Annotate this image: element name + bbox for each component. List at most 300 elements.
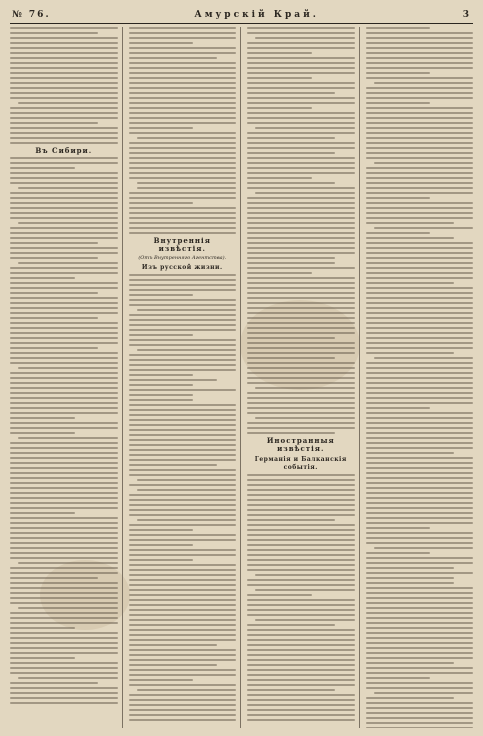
text-line: [10, 642, 118, 644]
text-line: [247, 704, 355, 706]
text-line: [129, 359, 237, 361]
article-text: [10, 27, 118, 144]
text-line: [374, 227, 474, 229]
text-line: [247, 42, 355, 44]
text-line: [10, 67, 118, 69]
text-line: [10, 202, 118, 204]
text-line: [10, 657, 75, 659]
text-line: [366, 272, 474, 274]
text-line: [129, 654, 237, 656]
text-line: [366, 487, 474, 489]
text-line: [10, 402, 118, 404]
text-line: [10, 532, 118, 534]
text-line: [247, 147, 355, 149]
text-line: [255, 574, 355, 576]
text-line: [129, 222, 237, 224]
text-line: [366, 97, 474, 99]
text-line: [10, 472, 118, 474]
text-line: [129, 284, 237, 286]
column-2: [129, 27, 242, 728]
newspaper-title: Амурскій Край.: [194, 10, 319, 20]
text-line: [247, 317, 355, 319]
text-line: [10, 137, 118, 139]
text-line: [247, 594, 312, 596]
text-line: [247, 514, 355, 516]
text-line: [247, 494, 355, 496]
text-line: [129, 344, 237, 346]
text-line: [10, 62, 118, 64]
text-line: [137, 187, 237, 189]
text-line: [247, 202, 355, 204]
text-line: [129, 107, 237, 109]
text-line: [10, 617, 118, 619]
text-line: [247, 342, 355, 344]
text-line: [10, 387, 118, 389]
text-line: [366, 132, 474, 134]
text-line: [10, 392, 118, 394]
text-line: [10, 447, 118, 449]
text-line: [247, 659, 355, 661]
text-line: [10, 507, 118, 509]
text-line: [129, 609, 237, 611]
text-line: [10, 567, 118, 569]
text-line: [247, 67, 355, 69]
text-line: [366, 172, 474, 174]
text-line: [366, 362, 474, 364]
text-line: [10, 482, 118, 484]
text-line: [247, 519, 335, 521]
text-line: [129, 232, 237, 234]
text-line: [129, 439, 237, 441]
text-line: [10, 272, 118, 274]
text-line: [366, 237, 454, 239]
text-line: [10, 57, 118, 59]
text-line: [129, 529, 194, 531]
text-line: [366, 497, 474, 499]
text-line: [247, 352, 355, 354]
text-line: [247, 177, 312, 179]
text-line: [129, 47, 237, 49]
text-line: [10, 317, 98, 319]
text-line: [129, 599, 237, 601]
text-line: [247, 479, 355, 481]
text-line: [10, 347, 98, 349]
text-line: [10, 692, 118, 694]
text-line: [129, 514, 237, 516]
text-line: [10, 682, 98, 684]
text-line: [129, 274, 237, 276]
text-line: [10, 587, 118, 589]
text-line: [247, 337, 335, 339]
text-line: [247, 397, 355, 399]
text-line: [10, 52, 118, 54]
text-line: [247, 524, 355, 526]
text-line: [129, 314, 237, 316]
text-line: [10, 362, 118, 364]
text-line: [10, 112, 118, 114]
text-line: [366, 152, 474, 154]
text-line: [10, 457, 118, 459]
text-line: [10, 672, 118, 674]
text-line: [10, 122, 98, 124]
text-line: [137, 349, 237, 351]
text-line: [10, 197, 118, 199]
text-line: [129, 394, 194, 396]
text-line: [129, 62, 237, 64]
text-line: [247, 689, 335, 691]
text-line: [10, 277, 75, 279]
text-line: [247, 322, 355, 324]
text-line: [247, 117, 355, 119]
text-line: [247, 544, 355, 546]
text-line: [129, 304, 237, 306]
article-text: [247, 27, 355, 434]
text-line: [10, 577, 98, 579]
text-line: [10, 502, 118, 504]
text-line: [247, 392, 355, 394]
text-line: [366, 42, 474, 44]
text-line: [366, 87, 474, 89]
text-line: [247, 302, 355, 304]
text-line: [129, 659, 237, 661]
text-line: [247, 422, 355, 424]
text-line: [129, 379, 217, 381]
page-header: [12, 8, 471, 22]
text-line: [366, 337, 474, 339]
text-line: [366, 297, 474, 299]
text-line: [366, 167, 474, 169]
text-line: [247, 372, 355, 374]
text-line: [129, 152, 237, 154]
text-line: [247, 407, 355, 409]
text-line: [129, 217, 237, 219]
text-line: [10, 647, 118, 649]
text-line: [247, 679, 355, 681]
text-line: [129, 42, 194, 44]
text-line: [10, 652, 118, 654]
text-line: [137, 309, 237, 311]
text-line: [247, 362, 355, 364]
text-line: [366, 667, 474, 669]
text-line: [366, 627, 474, 629]
text-line: [129, 409, 237, 411]
text-line: [366, 182, 474, 184]
text-line: [247, 699, 355, 701]
text-line: [129, 97, 237, 99]
text-line: [247, 554, 355, 556]
text-line: [366, 187, 474, 189]
text-line: [129, 469, 237, 471]
text-line: [366, 517, 474, 519]
text-line: [129, 299, 237, 301]
text-line: [10, 307, 118, 309]
text-line: [366, 77, 474, 79]
article-text: [247, 474, 355, 721]
text-line: [10, 157, 118, 159]
text-line: [247, 52, 312, 54]
text-line: [10, 72, 118, 74]
section-heading: Въ Сибири.: [35, 146, 93, 155]
text-line: [129, 142, 237, 144]
text-line: [247, 614, 355, 616]
text-line: [247, 489, 355, 491]
text-line: [129, 509, 237, 511]
text-line: [129, 674, 237, 676]
text-line: [247, 257, 335, 259]
text-line: [366, 222, 454, 224]
text-line: [129, 474, 237, 476]
article-text: [129, 274, 237, 721]
text-line: [247, 402, 355, 404]
column-3: [247, 27, 360, 728]
text-line: [366, 407, 431, 409]
text-line: [10, 82, 118, 84]
text-line: [366, 642, 474, 644]
text-line: [10, 297, 118, 299]
text-line: [129, 389, 237, 391]
text-line: [129, 122, 237, 124]
text-line: [10, 182, 118, 184]
text-line: [366, 327, 474, 329]
text-line: [366, 712, 474, 714]
text-line: [255, 619, 355, 621]
text-line: [247, 157, 355, 159]
text-line: [366, 717, 474, 719]
text-line: [129, 669, 237, 671]
section-heading: Иностранныя извѣстія.: [266, 436, 335, 453]
text-line: [129, 192, 237, 194]
text-line: [129, 434, 237, 436]
text-line: [10, 142, 118, 144]
text-line: [366, 142, 474, 144]
text-line: [10, 582, 118, 584]
text-line: [247, 272, 312, 274]
text-line: [129, 584, 237, 586]
text-line: [247, 182, 335, 184]
text-line: [366, 257, 474, 259]
text-line: [247, 584, 355, 586]
text-line: [247, 484, 355, 486]
text-line: [10, 382, 118, 384]
text-line: [129, 157, 237, 159]
text-line: [10, 322, 118, 324]
text-line: [10, 407, 118, 409]
text-line: [10, 702, 118, 704]
text-line: [129, 207, 237, 209]
text-line: [374, 547, 474, 549]
section-subheading: (Отъ Внутренняго Агентства).: [138, 255, 227, 261]
text-line: [247, 162, 355, 164]
text-line: [247, 252, 355, 254]
text-line: [129, 339, 237, 341]
text-line: [18, 102, 118, 104]
text-line: [247, 654, 355, 656]
text-line: [247, 282, 355, 284]
text-line: [129, 72, 237, 74]
section-heading: Германія и Балканскія событія.: [254, 456, 347, 471]
text-line: [247, 529, 355, 531]
text-line: [10, 422, 118, 424]
text-line: [247, 197, 355, 199]
text-line: [247, 412, 355, 414]
text-line: [366, 682, 474, 684]
text-line: [10, 602, 118, 604]
text-line: [366, 202, 474, 204]
text-line: [10, 397, 118, 399]
text-line: [366, 372, 474, 374]
text-line: [247, 714, 355, 716]
text-line: [129, 624, 237, 626]
text-line: [366, 522, 474, 524]
text-line: [129, 419, 237, 421]
text-line: [366, 442, 474, 444]
text-line: [10, 667, 118, 669]
text-line: [129, 147, 237, 149]
text-line: [10, 377, 118, 379]
text-line: [129, 77, 237, 79]
text-line: [247, 509, 355, 511]
article-text: [10, 157, 118, 704]
text-line: [137, 489, 237, 491]
text-line: [129, 334, 194, 336]
text-line: [247, 649, 355, 651]
text-line: [366, 482, 474, 484]
text-line: [247, 377, 355, 379]
text-line: [247, 332, 355, 334]
text-line: [129, 177, 237, 179]
text-line: [129, 554, 237, 556]
text-line: [247, 92, 335, 94]
text-line: [129, 404, 237, 406]
text-line: [10, 512, 75, 514]
text-line: [18, 222, 118, 224]
text-line: [366, 57, 474, 59]
text-line: [366, 467, 474, 469]
text-line: [10, 42, 118, 44]
text-line: [129, 699, 237, 701]
text-line: [247, 534, 355, 536]
text-line: [247, 432, 335, 434]
text-line: [247, 292, 355, 294]
text-line: [10, 312, 118, 314]
text-line: [247, 267, 355, 269]
text-line: [247, 237, 355, 239]
text-line: [366, 322, 474, 324]
text-line: [10, 107, 118, 109]
text-line: [10, 247, 118, 249]
text-line: [366, 32, 474, 34]
text-line: [247, 504, 355, 506]
text-line: [129, 534, 237, 536]
text-line: [247, 569, 355, 571]
text-line: [129, 524, 237, 526]
text-line: [10, 352, 118, 354]
text-line: [366, 402, 474, 404]
text-line: [18, 187, 118, 189]
text-line: [129, 354, 237, 356]
text-line: [366, 292, 474, 294]
text-line: [366, 367, 474, 369]
text-line: [10, 232, 118, 234]
text-line: [10, 177, 118, 179]
header-rule: [10, 23, 473, 24]
text-line: [247, 207, 355, 209]
text-line: [247, 32, 355, 34]
text-line: [10, 537, 118, 539]
text-line: [10, 487, 118, 489]
text-line: [129, 564, 237, 566]
text-line: [247, 97, 355, 99]
text-line: [366, 532, 474, 534]
text-line: [10, 127, 118, 129]
text-line: [129, 559, 194, 561]
text-line: [255, 589, 355, 591]
text-line: [129, 364, 237, 366]
text-line: [366, 607, 474, 609]
text-line: [247, 327, 355, 329]
text-line: [129, 569, 237, 571]
text-line: [374, 82, 474, 84]
text-line: [366, 507, 474, 509]
text-line: [366, 592, 474, 594]
text-line: [129, 399, 194, 401]
text-line: [366, 122, 474, 124]
text-line: [366, 437, 474, 439]
text-line: [366, 647, 474, 649]
text-line: [366, 62, 474, 64]
text-line: [10, 417, 75, 419]
text-line: [10, 697, 118, 699]
text-line: [10, 412, 118, 414]
text-line: [10, 172, 118, 174]
text-line: [10, 227, 118, 229]
text-line: [129, 324, 237, 326]
text-line: [10, 492, 118, 494]
text-line: [366, 577, 454, 579]
text-line: [247, 57, 355, 59]
text-line: [366, 67, 474, 69]
text-line: [247, 222, 355, 224]
text-line: [10, 442, 118, 444]
text-line: [247, 674, 355, 676]
text-line: [366, 492, 474, 494]
text-line: [366, 192, 474, 194]
text-line: [129, 212, 237, 214]
text-line: [247, 669, 355, 671]
text-line: [366, 317, 474, 319]
text-line: [247, 287, 355, 289]
text-line: [129, 294, 194, 296]
text-line: [366, 252, 474, 254]
text-line: [366, 27, 431, 29]
text-line: [247, 82, 355, 84]
text-line: [366, 207, 474, 209]
text-line: [10, 77, 118, 79]
text-line: [247, 624, 335, 626]
text-line: [247, 564, 355, 566]
text-line: [10, 552, 118, 554]
text-line: [129, 424, 237, 426]
text-line: [129, 289, 237, 291]
text-line: [129, 374, 194, 376]
text-line: [366, 567, 454, 569]
text-line: [366, 127, 474, 129]
text-line: [366, 702, 474, 704]
text-line: [129, 32, 237, 34]
text-line: [247, 307, 355, 309]
text-line: [366, 582, 454, 584]
text-line: [366, 212, 474, 214]
